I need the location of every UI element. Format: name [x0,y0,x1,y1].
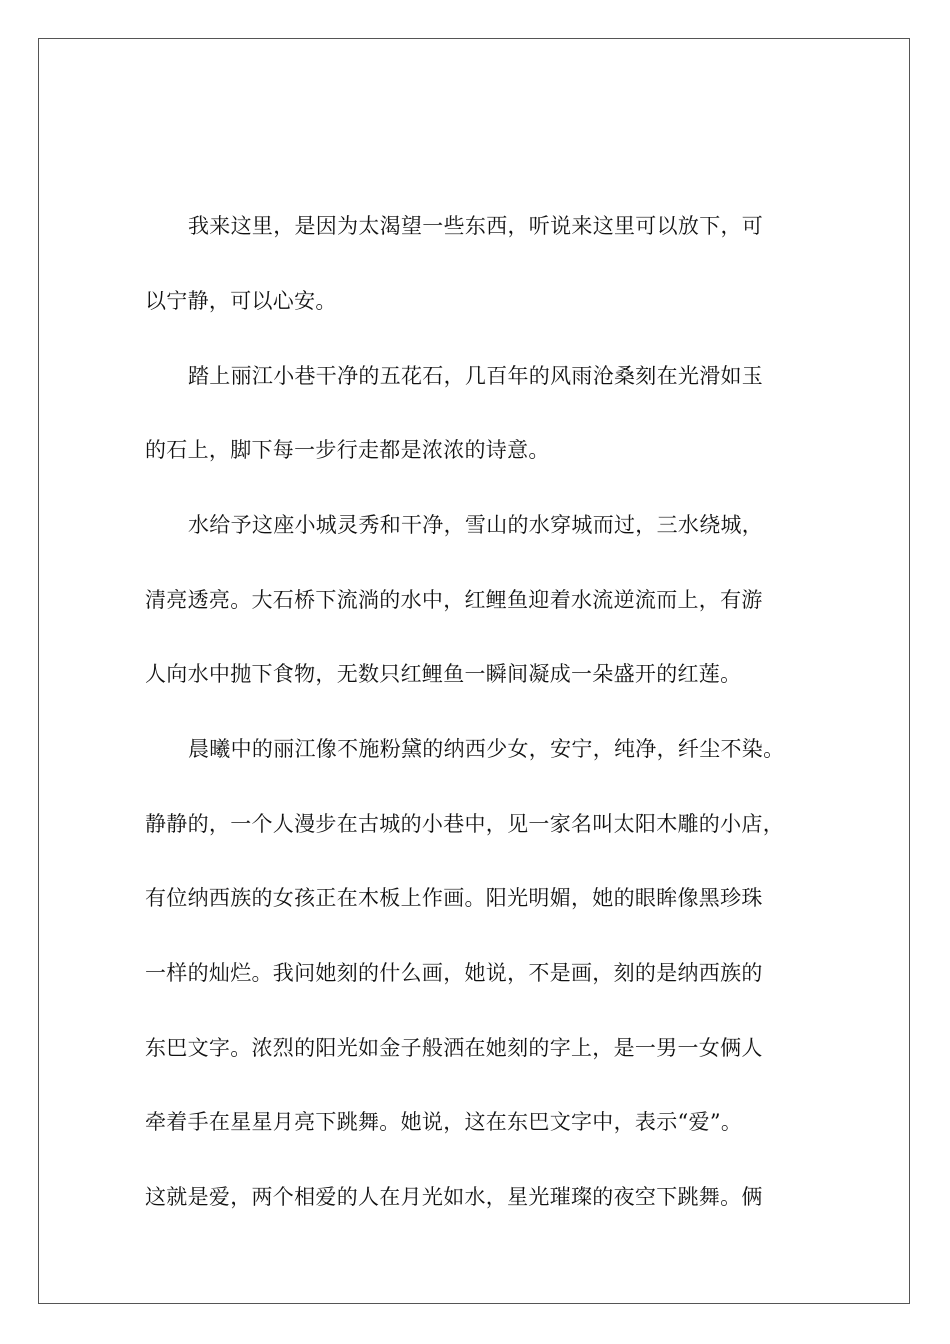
paragraph-4-line-3: 有位纳西族的女孩正在木板上作画。阳光明媚，她的眼眸像黑珍珠 [145,886,763,910]
paragraph-4-line-1: 晨曦中的丽江像不施粉黛的纳西少女，安宁，纯净，纤尘不染。 [188,737,785,761]
paragraph-4-line-6: 牵着手在星星月亮下跳舞。她说，这在东巴文字中，表示“爱”。 [145,1110,743,1134]
paragraph-3-line-2: 清亮透亮。大石桥下流淌的水中，红鲤鱼迎着水流逆流而上，有游 [145,588,763,612]
paragraph-2-line-1: 踏上丽江小巷干净的五花石，几百年的风雨沧桑刻在光滑如玉 [188,364,764,388]
paragraph-3-line-1: 水给予这座小城灵秀和干净，雪山的水穿城而过，三水绕城， [188,513,764,537]
paragraph-4-line-5: 东巴文字。浓烈的阳光如金子般洒在她刻的字上，是一男一女俩人 [145,1036,763,1060]
paragraph-1-line-2: 以宁静，可以心安。 [145,289,337,313]
paragraph-4-line-2: 静静的，一个人漫步在古城的小巷中，见一家名叫太阳木雕的小店， [145,812,784,836]
paragraph-1-line-1: 我来这里，是因为太渴望一些东西，听说来这里可以放下，可 [188,214,764,238]
paragraph-2-line-2: 的石上，脚下每一步行走都是浓浓的诗意。 [145,438,550,462]
paragraph-4-line-7: 这就是爱，两个相爱的人在月光如水，星光璀璨的夜空下跳舞。俩 [145,1185,763,1209]
paragraph-3-line-3: 人向水中抛下食物，无数只红鲤鱼一瞬间凝成一朵盛开的红莲。 [145,662,742,686]
paragraph-4-line-4: 一样的灿烂。我问她刻的什么画，她说，不是画，刻的是纳西族的 [145,961,763,985]
